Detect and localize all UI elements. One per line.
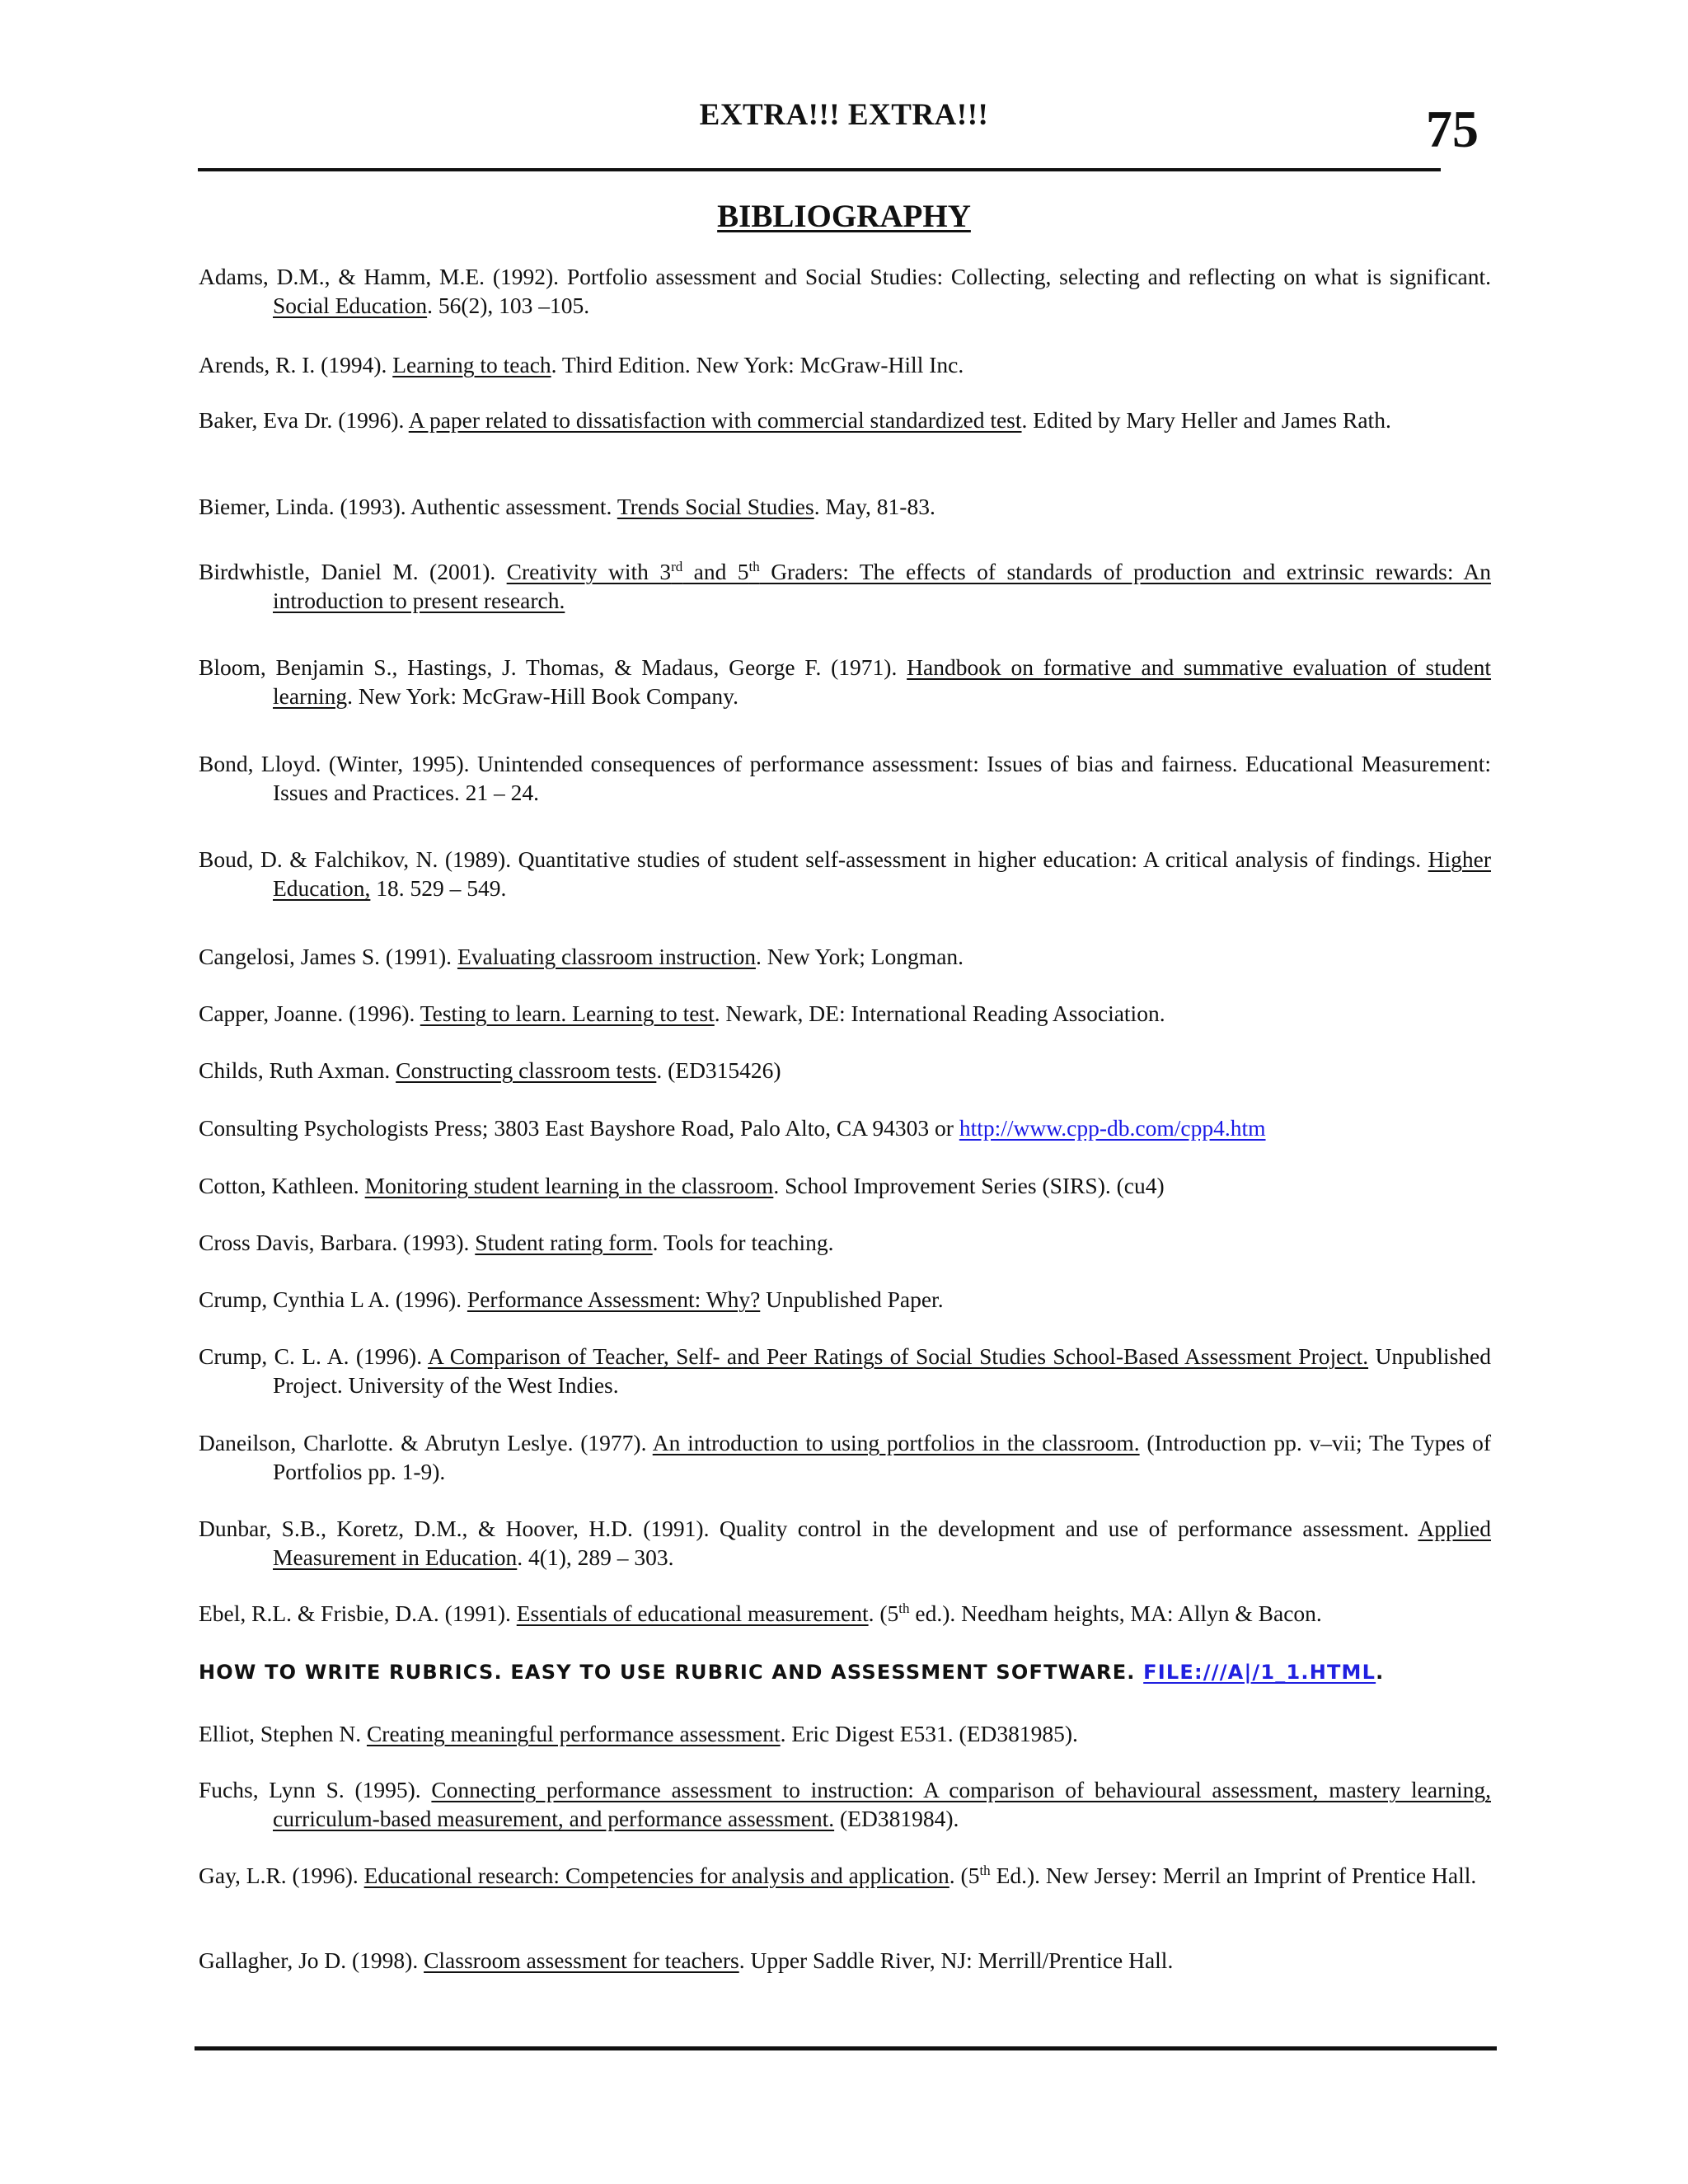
title-part: Graders: The effects of standards of production and extrinsic rewards: An introduction to present research. xyxy=(273,559,1491,613)
header-rule xyxy=(198,168,1441,171)
entry-text: . School Improvement Series (SIRS). (cu4) xyxy=(773,1173,1165,1198)
superscript: th xyxy=(979,1862,991,1878)
entry-text: ed.). Needham heights, MA: Allyn & Bacon. xyxy=(909,1601,1322,1626)
entry-text: . Eric Digest E531. (ED381985). xyxy=(780,1721,1078,1746)
entry-text: . Third Edition. New York: McGraw-Hill Inc. xyxy=(551,352,964,377)
entry-title: A Comparison of Teacher, Self- and Peer Ratings of Social Studies School-Based Assessment Project. xyxy=(427,1343,1369,1369)
bibliography-entry xyxy=(199,405,1491,434)
entry-text: Gallagher, Jo D. (1998). xyxy=(199,1947,424,1973)
entry-title: A paper related to dissatisfaction with commercial standardized test xyxy=(408,407,1022,433)
entry-text: . Newark, DE: International Reading Association. xyxy=(714,1001,1165,1026)
entry-text: . 56(2), 103 –105. xyxy=(427,293,590,318)
entry-text: . Upper Saddle River, NJ: Merrill/Prentice Hall. xyxy=(738,1947,1174,1973)
bibliography-entry xyxy=(199,557,1491,615)
entry-text: Baker, Eva Dr. (1996). xyxy=(199,407,409,433)
entry-title: Trends Social Studies xyxy=(617,494,814,519)
entry-text: . (5 xyxy=(868,1601,899,1626)
bibliography-entry xyxy=(199,1285,1491,1314)
url-link[interactable]: http://www.cpp-db.com/cpp4.htm xyxy=(959,1115,1266,1141)
entry-title: Performance Assessment: Why? xyxy=(467,1286,761,1312)
entry-text: Ebel, R.L. & Frisbie, D.A. (1991). xyxy=(199,1601,517,1626)
entry-title: Essentials of educational measurement xyxy=(516,1601,869,1626)
entry-text: Capper, Joanne. (1996). xyxy=(199,1001,420,1026)
bibliography-entry xyxy=(199,1113,1491,1142)
entry-text: . New York; Longman. xyxy=(755,944,964,969)
bibliography-entry xyxy=(199,1056,1491,1085)
entry-title: Social Education xyxy=(273,293,428,318)
entry-title: Educational research: Competencies for analysis and application xyxy=(363,1863,950,1888)
entry-text: Gay, L.R. (1996). xyxy=(199,1863,364,1888)
entry-text: . (5 xyxy=(949,1863,980,1888)
entry-text: Fuchs, Lynn S. (1995). xyxy=(199,1777,432,1802)
entry-text: Dunbar, S.B., Koretz, D.M., & Hoover, H.D. (1991). Quality control in the development and use of performance assessment. xyxy=(199,1516,1418,1541)
entry-text: Adams, D.M., & Hamm, M.E. (1992). Portfolio assessment and Social Studies: Collecting, selecting and reflecting on what is significant. xyxy=(199,264,1491,289)
bibliography-entry xyxy=(199,942,1491,971)
footer-rule xyxy=(195,2046,1497,2050)
bibliography-entry xyxy=(199,1599,1491,1628)
page-number: 75 xyxy=(1426,100,1479,158)
bibliography-entry xyxy=(199,999,1491,1028)
entry-text: Cangelosi, James S. (1991). xyxy=(199,944,457,969)
bibliography-entry xyxy=(199,1228,1491,1257)
entry-text: Crump, C. L. A. (1996). xyxy=(199,1343,428,1369)
superscript: th xyxy=(898,1600,910,1616)
entry-text: . Tools for teaching. xyxy=(652,1230,834,1255)
entry-title: Constructing classroom tests xyxy=(396,1057,657,1083)
entry-text: . May, 81-83. xyxy=(814,494,935,519)
entry-title: Testing to learn. Learning to test xyxy=(420,1001,715,1026)
entry-text: Unpublished Paper. xyxy=(760,1286,944,1312)
superscript: rd xyxy=(671,558,683,574)
entry-text: . xyxy=(1376,1661,1385,1684)
entry-text: Childs, Ruth Axman. xyxy=(199,1057,396,1083)
entry-title: An introduction to using portfolios in the classroom. xyxy=(652,1430,1140,1455)
bibliography-entry xyxy=(199,653,1491,710)
entry-text: Consulting Psychologists Press; 3803 East Bayshore Road, Palo Alto, CA 94303 or xyxy=(199,1115,959,1141)
bibliography-entry xyxy=(199,845,1491,902)
entry-text: Bloom, Benjamin S., Hastings, J. Thomas, & Madaus, George F. (1971). xyxy=(199,654,907,680)
bibliography-entry xyxy=(199,1428,1491,1486)
entry-text: . (ED315426) xyxy=(656,1057,781,1083)
entry-title: Connecting performance assessment to instruction: A comparison of behavioural assessment, mastery learning, curriculum-based measurement, and performance assessment. xyxy=(273,1777,1491,1831)
running-header: EXTRA!!! EXTRA!!! xyxy=(699,98,989,132)
bibliography-entry xyxy=(199,262,1491,320)
entry-title: Creating meaningful performance assessment xyxy=(366,1721,781,1746)
entry-text: Biemer, Linda. (1993). Authentic assessment. xyxy=(199,494,617,519)
entry-title: Student rating form xyxy=(475,1230,653,1255)
entry-text: 18. 529 – 549. xyxy=(370,875,507,901)
bibliography-entry xyxy=(199,1719,1491,1748)
bibliography-entry xyxy=(199,1514,1491,1572)
entry-text: HOW TO WRITE RUBRICS. EASY TO USE RUBRIC AND ASSESSMENT SOFTWARE. xyxy=(199,1661,1144,1684)
entry-text: Bond, Lloyd. (Winter, 1995). Unintended consequences of performance assessment: Issues of bias and fairness. Educational Measurement: Issues and Practices. 21 – 24. xyxy=(199,751,1491,805)
title-part: and 5 xyxy=(682,559,749,584)
entry-text: Ed.). New Jersey: Merril an Imprint of Prentice Hall. xyxy=(990,1863,1477,1888)
entry-text: Cotton, Kathleen. xyxy=(199,1173,365,1198)
entry-title: Learning to teach xyxy=(392,352,551,377)
bibliography-entry xyxy=(199,1861,1491,1890)
bibliography-entry xyxy=(199,749,1491,807)
file-link[interactable]: FILE:///A|/1_1.HTML xyxy=(1143,1661,1376,1684)
entry-title: Handbook on formative and summative evaluation of student learning xyxy=(273,654,1491,709)
bibliography-entry xyxy=(199,1171,1491,1200)
entry-title: Evaluating classroom instruction xyxy=(457,944,756,969)
bibliography-entry xyxy=(199,1775,1491,1833)
entry-text: (Introduction pp. v–vii; The Types of Portfolios pp. 1-9). xyxy=(273,1430,1491,1484)
entry-text: . 4(1), 289 – 303. xyxy=(517,1544,674,1570)
entry-text: Daneilson, Charlotte. & Abrutyn Leslye. (1977). xyxy=(199,1430,653,1455)
entry-text: Elliot, Stephen N. xyxy=(199,1721,367,1746)
entry-text: Cross Davis, Barbara. (1993). xyxy=(199,1230,476,1255)
bibliography-entry xyxy=(199,1946,1491,1975)
entry-title: Applied Measurement in Education xyxy=(273,1516,1491,1570)
entry-text: Birdwhistle, Daniel M. (2001). xyxy=(199,559,507,584)
entry-text: (ED381984). xyxy=(834,1806,959,1831)
entry-text: Arends, R. I. (1994). xyxy=(199,352,393,377)
entry-text: Boud, D. & Falchikov, N. (1989). Quantitative studies of student self-assessment in higher education: A critical analysis of findings. xyxy=(199,846,1428,872)
entry-title: Monitoring student learning in the classroom xyxy=(364,1173,774,1198)
entry-title: Higher Education, xyxy=(273,846,1491,901)
bibliography-entry xyxy=(199,1658,1491,1687)
entry-text: Unpublished Project. University of the West Indies. xyxy=(273,1343,1492,1398)
entry-text: . New York: McGraw-Hill Book Company. xyxy=(347,683,738,709)
bibliography-entry xyxy=(199,350,1491,379)
bibliography-entry xyxy=(199,492,1491,521)
entry-title: Classroom assessment for teachers xyxy=(424,1947,739,1973)
bibliography-entry xyxy=(199,1342,1491,1399)
entry-text: . Edited by Mary Heller and James Rath. xyxy=(1021,407,1391,433)
superscript: th xyxy=(748,558,760,574)
entry-text: Crump, Cynthia L A. (1996). xyxy=(199,1286,467,1312)
title-part: Creativity with 3 xyxy=(506,559,672,584)
section-title: BIBLIOGRAPHY xyxy=(717,199,971,234)
